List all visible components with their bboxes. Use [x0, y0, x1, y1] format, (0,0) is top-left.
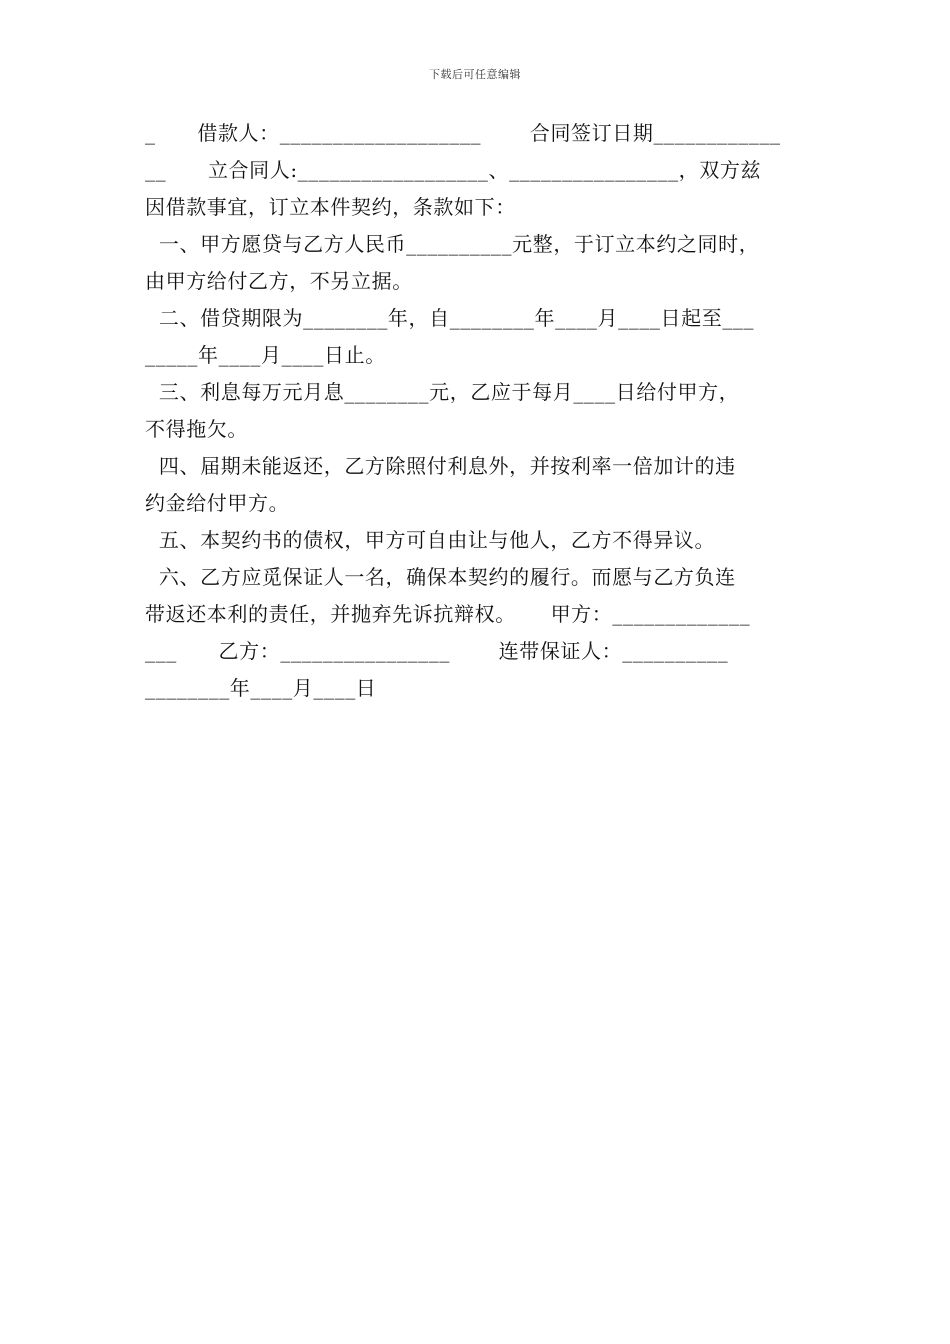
- page-header-note: 下载后可任意编辑: [429, 68, 521, 81]
- contract-line: 因借款事宜，订立本件契约，条款如下：: [145, 195, 516, 219]
- contract-line: ___ 乙方：________________ 连带保证人：__________: [145, 639, 729, 663]
- contract-line: 不得拖欠。: [145, 417, 248, 441]
- contract-line: 四、届期未能返还，乙方除照付利息外，并按利率一倍加计的违: [145, 454, 736, 478]
- contract-line: 由甲方给付乙方，不另立据。: [145, 269, 413, 293]
- contract-line: __ 立合同人:__________________、________________，双方兹: [145, 158, 762, 182]
- contract-line: 二、借贷期限为________年，自________年____月____日起至___: [145, 306, 755, 330]
- contract-line: 一、甲方愿贷与乙方人民币__________元整，于订立本约之同时，: [145, 232, 760, 256]
- contract-line: _____年____月____日止。: [145, 343, 386, 367]
- contract-line: 五、本契约书的债权，甲方可自由让与他人，乙方不得异议。: [145, 528, 716, 552]
- contract-line: 带返还本利的责任，并抛弃先诉抗辩权。 甲方：_____________: [145, 602, 751, 626]
- contract-line: 三、利息每万元月息________元，乙应于每月____日给付甲方，: [145, 380, 740, 404]
- contract-line: ________年____月____日: [145, 676, 377, 700]
- contract-line: _ 借款人：___________________ 合同签订日期____________: [145, 121, 781, 145]
- contract-line: 六、乙方应觅保证人一名，确保本契约的履行。而愿与乙方负连: [145, 565, 736, 589]
- contract-line: 约金给付甲方。: [145, 491, 290, 515]
